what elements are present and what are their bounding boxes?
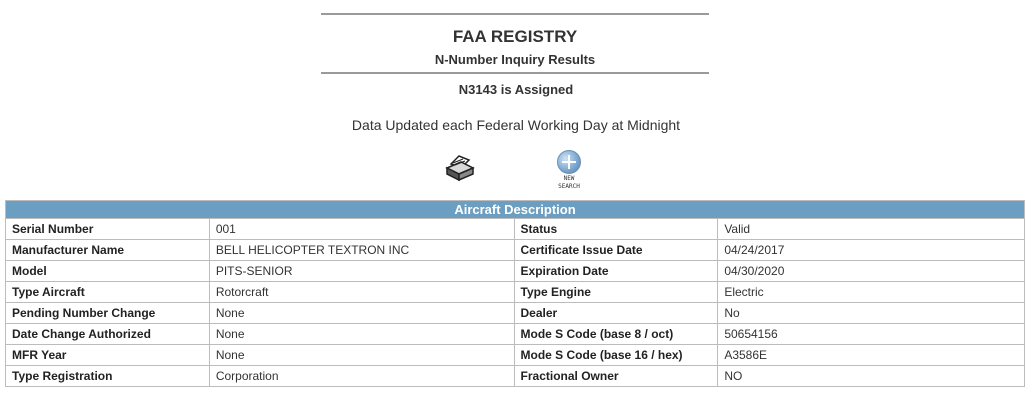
field-label: Type Registration	[6, 366, 210, 387]
table-row	[6, 366, 1025, 387]
update-note: Data Updated each Federal Working Day at Midnight	[351, 117, 681, 133]
printer-icon	[443, 150, 477, 184]
table-row	[6, 303, 1025, 324]
new-search-label-line2: SEARCH	[558, 183, 580, 190]
field-label: MFR Year	[6, 345, 210, 366]
field-label: Dealer	[514, 303, 718, 324]
assignment-status: N3143 is Assigned	[458, 82, 574, 97]
field-label: Manufacturer Name	[6, 240, 210, 261]
field-label: Status	[514, 219, 718, 240]
page-subtitle: N-Number Inquiry Results	[434, 52, 596, 67]
new-search-icon	[557, 150, 581, 174]
field-label: Serial Number	[6, 219, 210, 240]
field-label: Model	[6, 261, 210, 282]
field-value: No	[718, 303, 1025, 324]
field-label: Mode S Code (base 8 / oct)	[514, 324, 718, 345]
field-label: Pending Number Change	[6, 303, 210, 324]
new-search-button[interactable]	[552, 150, 586, 190]
field-value: BELL HELICOPTER TEXTRON INC	[209, 240, 514, 261]
field-label: Expiration Date	[514, 261, 718, 282]
field-value: PITS-SENIOR	[209, 261, 514, 282]
field-value: Corporation	[209, 366, 514, 387]
aircraft-description-table	[5, 200, 1025, 387]
aircraft-description-heading: Aircraft Description	[6, 201, 1025, 219]
field-label: Type Aircraft	[6, 282, 210, 303]
field-value: NO	[718, 366, 1025, 387]
field-value: 04/30/2020	[718, 261, 1025, 282]
field-value: Valid	[718, 219, 1025, 240]
field-value: None	[209, 324, 514, 345]
page-title: FAA REGISTRY	[452, 27, 578, 46]
registry-header	[321, 13, 709, 74]
field-value: None	[209, 345, 514, 366]
field-value: 50654156	[718, 324, 1025, 345]
table-row	[6, 282, 1025, 303]
table-row	[6, 324, 1025, 345]
table-row	[6, 345, 1025, 366]
field-label: Type Engine	[514, 282, 718, 303]
print-button[interactable]	[443, 150, 477, 184]
field-value: None	[209, 303, 514, 324]
field-value: A3586E	[718, 345, 1025, 366]
field-value: 001	[209, 219, 514, 240]
field-value: Electric	[718, 282, 1025, 303]
table-row	[6, 261, 1025, 282]
field-label: Fractional Owner	[514, 366, 718, 387]
new-search-label-line1: NEW	[563, 175, 575, 182]
table-row	[6, 240, 1025, 261]
field-value: 04/24/2017	[718, 240, 1025, 261]
table-row	[6, 219, 1025, 240]
field-label: Certificate Issue Date	[514, 240, 718, 261]
field-label: Date Change Authorized	[6, 324, 210, 345]
field-value: Rotorcraft	[209, 282, 514, 303]
field-label: Mode S Code (base 16 / hex)	[514, 345, 718, 366]
